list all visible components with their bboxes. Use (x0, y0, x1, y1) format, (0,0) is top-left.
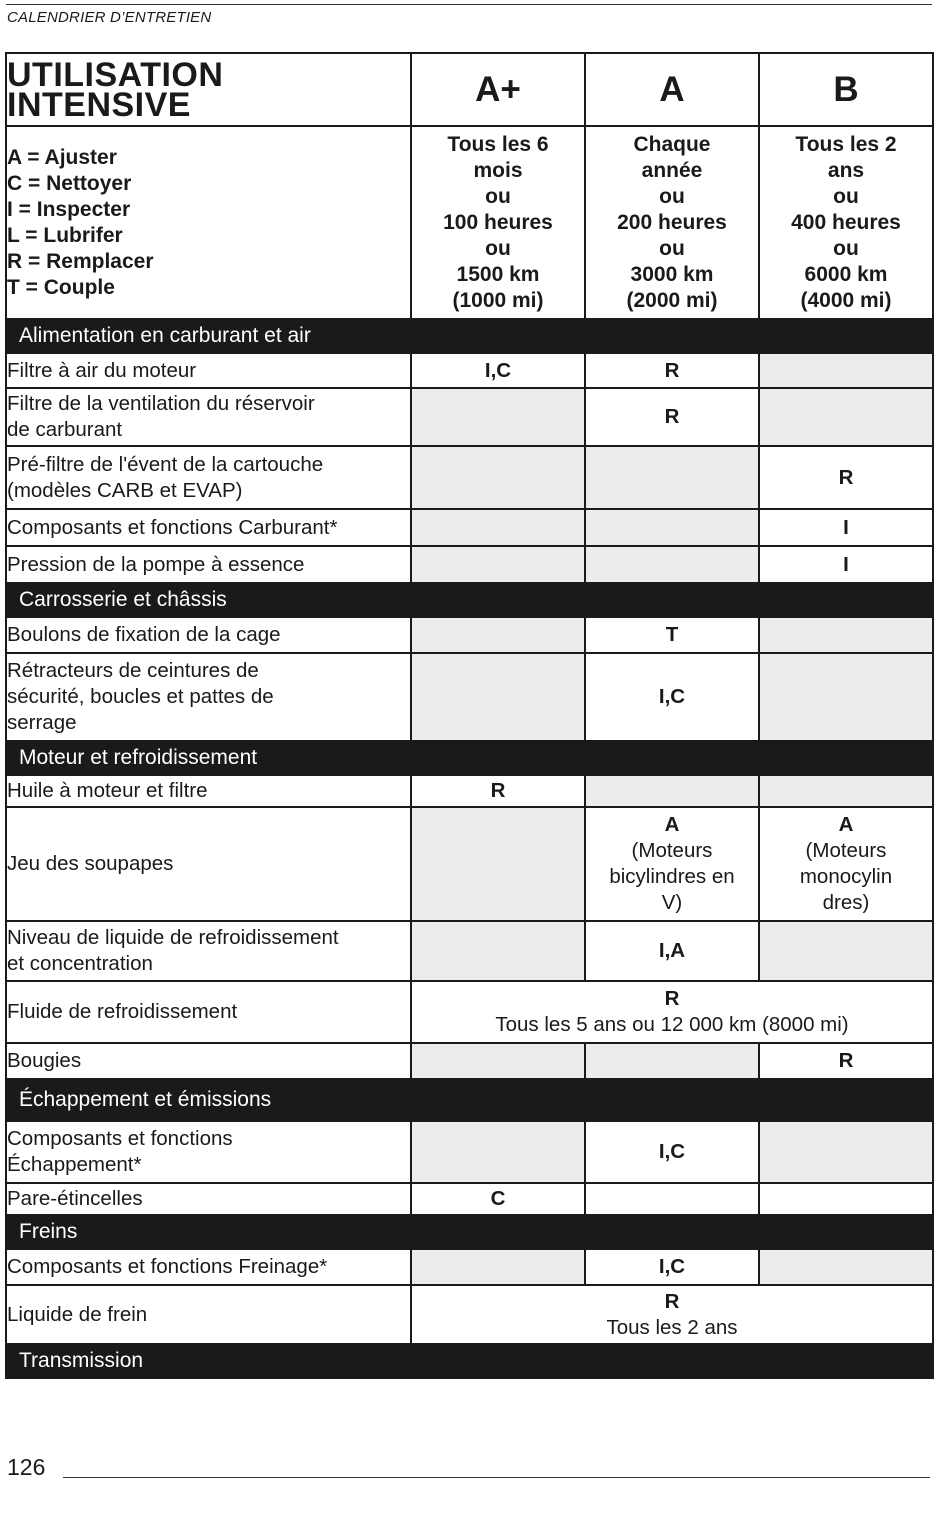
row-label: Pare-étincelles (6, 1183, 411, 1215)
cell-b: I (759, 509, 933, 546)
cell-a: I,C (585, 1121, 759, 1183)
cell-a (585, 807, 759, 921)
cell-span (411, 981, 933, 1043)
row-label: Composants et fonctions Carburant* (6, 509, 411, 546)
interval-a-plus (411, 126, 585, 319)
row-label: Boulons de fixation de la cage (6, 617, 411, 653)
cell-note: Tous les 2 ans (606, 1315, 738, 1339)
column-header-b: B (759, 53, 933, 126)
cell-note: (Moteurs (805, 839, 887, 862)
cell-b (759, 1183, 933, 1215)
column-header-a: A (585, 53, 759, 126)
cell-a: I,C (585, 1249, 759, 1285)
interval-line: 1500 km (456, 262, 540, 286)
label-line: Filtre de la ventilation du réservoir (7, 392, 315, 415)
interval-line: 100 heures (443, 210, 553, 234)
legend-item: L = Lubrifer (7, 223, 123, 247)
cell-a (585, 1043, 759, 1079)
cell-a-plus (411, 1249, 585, 1285)
cell-a-plus (411, 546, 585, 583)
cell-a: R (585, 353, 759, 388)
legend-row (6, 126, 933, 319)
interval-line: Chaque (633, 132, 711, 156)
section-title: Transmission (6, 1344, 933, 1378)
interval-line: 3000 km (630, 262, 714, 286)
table-row (6, 546, 933, 583)
table-row (6, 388, 933, 446)
table-row (6, 653, 933, 741)
interval-line: (4000 mi) (800, 288, 892, 312)
row-label (6, 921, 411, 981)
legend-item: T = Couple (7, 275, 115, 299)
title-line: UTILISATION (7, 55, 224, 94)
cell-note: Tous les 5 ans ou 12 000 km (8000 mi) (495, 1013, 849, 1036)
interval-line: Tous les 6 (447, 132, 549, 156)
label-line: sécurité, boucles et pattes de (7, 685, 274, 708)
section-title: Échappement et émissions (6, 1079, 933, 1121)
cell-b: R (759, 446, 933, 509)
label-line: Échappement* (7, 1153, 142, 1176)
row-label (6, 446, 411, 509)
row-label: Bougies (6, 1043, 411, 1079)
section-row (6, 1215, 933, 1249)
interval-line: mois (473, 158, 523, 182)
legend (6, 126, 411, 319)
label-line: de carburant (7, 418, 123, 441)
section-title: Moteur et refroidissement (6, 741, 933, 775)
interval-line: (2000 mi) (626, 288, 718, 312)
row-label: Jeu des soupapes (6, 807, 411, 921)
interval-line: ou (485, 184, 511, 208)
cell-code: R (664, 987, 680, 1010)
table-row (6, 807, 933, 921)
interval-line: Tous les 2 (795, 132, 897, 156)
table-row (6, 921, 933, 981)
cell-a-plus (411, 1121, 585, 1183)
table-row (6, 1183, 933, 1215)
cell-b: R (759, 1043, 933, 1079)
cell-a (585, 509, 759, 546)
label-line: Pré-filtre de l'évent de la cartouche (7, 452, 324, 476)
cell-note: (Moteurs (631, 839, 713, 862)
section-row (6, 583, 933, 617)
label-line: Rétracteurs de ceintures de (7, 659, 259, 682)
section-row (6, 1344, 933, 1378)
interval-line: ou (659, 184, 685, 208)
table-row (6, 1043, 933, 1079)
interval-line: année (641, 158, 703, 182)
cell-a (585, 546, 759, 583)
cell-note: bicylindres en (609, 865, 735, 888)
table-row (6, 617, 933, 653)
footer-rule (63, 1477, 930, 1478)
title-line: INTENSIVE (7, 85, 191, 124)
table-title (6, 53, 411, 126)
column-header-a-plus: A+ (411, 53, 585, 126)
row-label (6, 1121, 411, 1183)
section-row (6, 741, 933, 775)
cell-a-plus: C (411, 1183, 585, 1215)
label-line: et concentration (7, 952, 153, 975)
interval-line: (1000 mi) (452, 288, 544, 312)
cell-a (585, 775, 759, 807)
row-label: Huile à moteur et filtre (6, 775, 411, 807)
cell-a-plus (411, 807, 585, 921)
cell-b (759, 1249, 933, 1285)
row-label: Liquide de frein (6, 1285, 411, 1344)
interval-line: 200 heures (617, 210, 727, 234)
table-row (6, 1121, 933, 1183)
legend-item: R = Remplacer (7, 249, 154, 273)
running-head: CALENDRIER D’ENTRETIEN (7, 9, 212, 26)
section-row (6, 319, 933, 353)
cell-b: I (759, 546, 933, 583)
cell-a-plus (411, 617, 585, 653)
table-row (6, 981, 933, 1043)
interval-line: 400 heures (791, 210, 901, 234)
cell-code: A (838, 813, 854, 836)
cell-span (411, 1285, 933, 1344)
label-line: (modèles CARB et EVAP) (7, 478, 243, 502)
cell-a-plus (411, 921, 585, 981)
cell-a-plus (411, 388, 585, 446)
cell-code: A (664, 813, 680, 836)
cell-a: I,C (585, 653, 759, 741)
row-label: Composants et fonctions Freinage* (6, 1249, 411, 1285)
interval-line: ou (659, 236, 685, 260)
section-row (6, 1079, 933, 1121)
legend-item: C = Nettoyer (7, 171, 132, 195)
cell-a: R (585, 388, 759, 446)
cell-b (759, 921, 933, 981)
table-row (6, 353, 933, 388)
cell-a: I,A (585, 921, 759, 981)
top-rule (6, 4, 932, 5)
cell-a-plus: I,C (411, 353, 585, 388)
row-label: Pression de la pompe à essence (6, 546, 411, 583)
label-line: Composants et fonctions (7, 1127, 233, 1150)
label-line: Niveau de liquide de refroidissement (7, 926, 339, 949)
interval-line: ou (833, 184, 859, 208)
cell-note: V) (661, 891, 683, 914)
cell-b (759, 388, 933, 446)
cell-a-plus (411, 653, 585, 741)
label-line: serrage (7, 711, 77, 734)
cell-code: R (664, 1289, 680, 1313)
table-header-row (6, 53, 933, 126)
interval-line: ans (827, 158, 865, 182)
cell-a (585, 1183, 759, 1215)
cell-b (759, 653, 933, 741)
section-title: Alimentation en carburant et air (6, 319, 933, 353)
row-label: Fluide de refroidissement (6, 981, 411, 1043)
cell-b (759, 617, 933, 653)
table-row (6, 446, 933, 509)
interval-line: ou (833, 236, 859, 260)
cell-a-plus (411, 509, 585, 546)
row-label (6, 388, 411, 446)
table-row (6, 509, 933, 546)
cell-note: dres) (822, 891, 870, 914)
cell-a-plus (411, 446, 585, 509)
interval-line: 6000 km (804, 262, 888, 286)
cell-note: monocylin (799, 865, 893, 888)
row-label (6, 653, 411, 741)
section-title: Freins (6, 1215, 933, 1249)
cell-b (759, 353, 933, 388)
page-number: 126 (7, 1454, 46, 1480)
row-label: Filtre à air du moteur (6, 353, 411, 388)
cell-b (759, 775, 933, 807)
cell-a: T (585, 617, 759, 653)
cell-a (585, 446, 759, 509)
cell-b (759, 1121, 933, 1183)
interval-a (585, 126, 759, 319)
legend-item: I = Inspecter (7, 197, 131, 221)
cell-b (759, 807, 933, 921)
legend-item: A = Ajuster (7, 145, 117, 169)
interval-line: ou (485, 236, 511, 260)
interval-b (759, 126, 933, 319)
table-row (6, 1285, 933, 1344)
cell-a-plus (411, 1043, 585, 1079)
cell-a-plus: R (411, 775, 585, 807)
section-title: Carrosserie et châssis (6, 583, 933, 617)
table-row (6, 1249, 933, 1285)
maintenance-schedule-table (5, 52, 934, 1379)
table-row (6, 775, 933, 807)
